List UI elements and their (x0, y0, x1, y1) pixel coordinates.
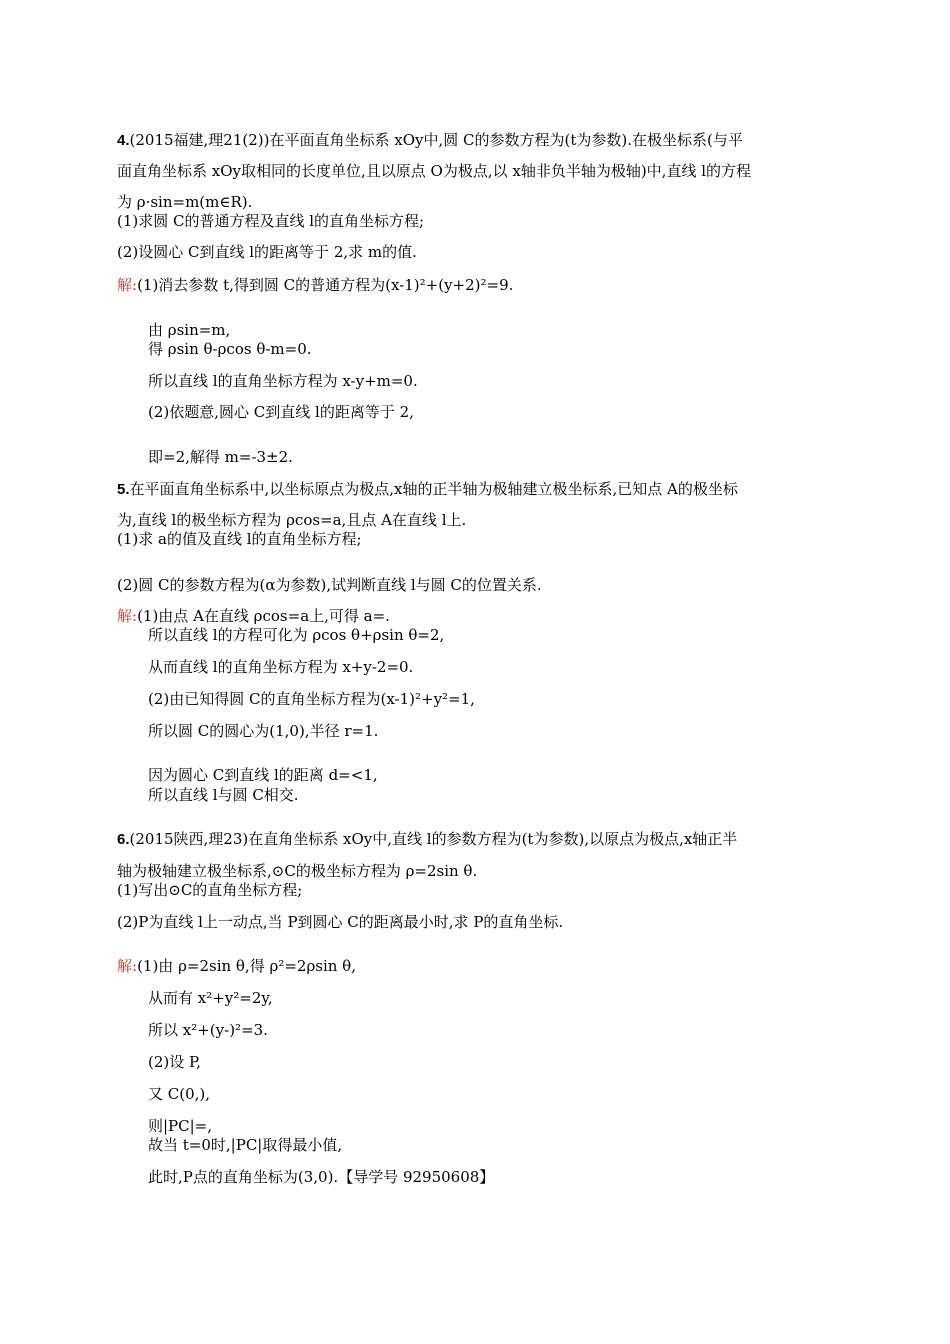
solution-4-line: 即=2,解得 m=-3±2. (148, 448, 293, 466)
problem-6-line-1: 6.(2015陕西,理23)在直角坐标系 xOy中,直线 l的参数方程为(t为参数),以原点为极点,x轴正半 (117, 830, 738, 848)
problem-6-part-1: (1)写出⊙C的直角坐标方程; (117, 881, 303, 899)
problem-6-line-2: 轴为极轴建立极坐标系,⊙C的极坐标方程为 ρ=2sin θ. (117, 862, 478, 880)
solution-6-line: 则|PC|=, (148, 1117, 213, 1135)
solution-label: 解: (117, 276, 138, 294)
solution-5-line: 所以直线 l与圆 C相交. (148, 786, 299, 804)
problem-4-part-1: (1)求圆 C的普通方程及直线 l的直角坐标方程; (117, 212, 425, 230)
solution-4-first: 解:(1)消去参数 t,得到圆 C的普通方程为(x-1)²+(y+2)²=9. (117, 276, 514, 294)
solution-label: 解: (117, 957, 138, 975)
problem-text: 在平面直角坐标系中,以坐标原点为极点,x轴的正半轴为极轴建立极坐标系,已知点 A的极坐标 (129, 480, 738, 498)
solution-6-line: 故当 t=0时,|PC|取得最小值, (148, 1136, 343, 1154)
solution-6-line: (2)设 P, (148, 1053, 201, 1071)
solution-6-line: 此时,P点的直角坐标为(3,0).【导学号 92950608】 (148, 1168, 495, 1186)
solution-5-line: 从而直线 l的直角坐标方程为 x+y-2=0. (148, 658, 414, 676)
solution-5-line: 因为圆心 C到直线 l的距离 d=<1, (148, 766, 378, 784)
problem-number: 4 (117, 132, 126, 149)
solution-4-line: 得 ρsin θ-ρcos θ-m=0. (148, 340, 312, 358)
problem-5-line-2: 为,直线 l的极坐标方程为 ρcos=a,且点 A在直线 l上. (117, 511, 467, 529)
solution-label: 解: (117, 607, 138, 625)
problem-5-part-1: (1)求 a的值及直线 l的直角坐标方程; (117, 530, 362, 548)
problem-4-line-1: 4.(2015福建,理21(2))在平面直角坐标系 xOy中,圆 C的参数方程为(t为参数).在极坐标系(与平 (117, 131, 743, 149)
problem-5-line-1: 5.在平面直角坐标系中,以坐标原点为极点,x轴的正半轴为极轴建立极坐标系,已知点 A的极坐标 (117, 480, 738, 498)
problem-6-part-2: (2)P为直线 l上一动点,当 P到圆心 C的距离最小时,求 P的直角坐标. (117, 913, 564, 931)
solution-4-line: 所以直线 l的直角坐标方程为 x-y+m=0. (148, 372, 418, 390)
solution-6-line: 所以 x²+(y-)²=3. (148, 1021, 268, 1039)
problem-number: 6 (117, 831, 126, 848)
solution-4-line: 由 ρsin=m, (148, 321, 231, 339)
solution-6-first: 解:(1)由 ρ=2sin θ,得 ρ²=2ρsin θ, (117, 957, 356, 975)
solution-6-line: 从而有 x²+y²=2y, (148, 989, 273, 1007)
solution-5-line: (2)由已知得圆 C的直角坐标方程为(x-1)²+y²=1, (148, 690, 475, 708)
solution-4-line: (2)依题意,圆心 C到直线 l的距离等于 2, (148, 403, 414, 421)
problem-4-part-2: (2)设圆心 C到直线 l的距离等于 2,求 m的值. (117, 243, 417, 261)
problem-4-line-3: 为 ρ·sin=m(m∈R). (117, 193, 253, 211)
solution-5-first: 解:(1)由点 A在直线 ρcos=a上,可得 a=. (117, 607, 390, 625)
problem-4-line-2: 面直角坐标系 xOy取相同的长度单位,且以原点 O为极点,以 x轴非负半轴为极轴)中,直线 l的方程 (117, 162, 752, 180)
problem-text: (2015陕西,理23)在直角坐标系 xOy中,直线 l的参数方程为(t为参数),以原点为极点,x轴正半 (129, 830, 738, 848)
solution-6-line: 又 C(0,), (148, 1085, 211, 1103)
solution-5-line: 所以圆 C的圆心为(1,0),半径 r=1. (148, 722, 379, 740)
problem-5-part-2: (2)圆 C的参数方程为(α为参数),试判断直线 l与圆 C的位置关系. (117, 576, 542, 594)
problem-text: (2015福建,理21(2))在平面直角坐标系 xOy中,圆 C的参数方程为(t为参数).在极坐标系(与平 (129, 131, 743, 149)
solution-5-line: 所以直线 l的方程可化为 ρcos θ+ρsin θ=2, (148, 626, 445, 644)
problem-number: 5 (117, 481, 126, 498)
